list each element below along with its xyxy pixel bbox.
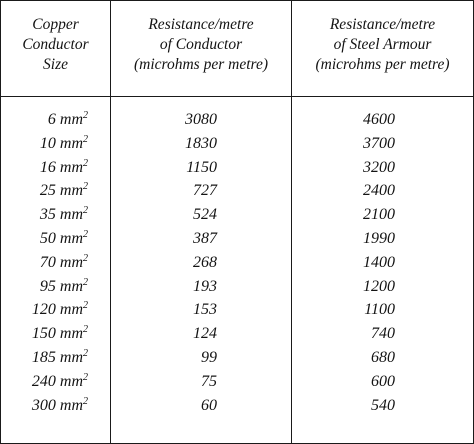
table-row (1, 157, 473, 181)
cell-conductor-resistance: 524 (193, 206, 217, 224)
size-value: 185 (31, 348, 56, 366)
cell-armour-resistance: 540 (371, 396, 395, 414)
unit-superscript: 2 (83, 110, 88, 121)
unit-superscript: 2 (83, 347, 88, 359)
header-armour-resistance (292, 15, 473, 75)
unit-superscript: 2 (83, 300, 88, 312)
cell-conductor-resistance: 99 (201, 348, 217, 366)
cell-conductor-resistance: 60 (201, 396, 217, 414)
cell-conductor-size (40, 252, 88, 274)
size-value: 300 (31, 396, 56, 414)
size-unit: mm (59, 206, 83, 224)
table-row (1, 299, 473, 323)
header-line: Resistance/metre (148, 16, 254, 33)
size-unit: mm (59, 182, 83, 200)
cell-armour-resistance: 1100 (364, 301, 395, 319)
cell-conductor-size (32, 371, 88, 393)
cell-armour-resistance: 1200 (363, 277, 395, 295)
unit-superscript: 2 (83, 395, 88, 407)
table-row (1, 228, 473, 252)
cell-conductor-size (32, 395, 88, 417)
size-value: 6 (47, 111, 56, 128)
header-line: of Conductor (159, 36, 243, 53)
header-line: (microhms per metre) (315, 56, 450, 73)
cell-conductor-resistance: 727 (193, 182, 217, 200)
size-value: 10 (39, 134, 56, 152)
size-value: 150 (31, 325, 56, 343)
table-row (1, 204, 473, 228)
unit-superscript: 2 (83, 133, 88, 145)
table-body (1, 109, 473, 418)
size-value: 120 (31, 301, 56, 319)
cell-armour-resistance: 600 (371, 372, 395, 390)
unit-superscript: 2 (83, 276, 88, 288)
cell-armour-resistance: 1400 (363, 253, 395, 271)
size-unit: mm (59, 396, 83, 414)
unit-superscript: 2 (83, 228, 88, 240)
cell-conductor-resistance: 193 (193, 277, 217, 295)
cell-conductor-resistance: 1150 (186, 158, 217, 176)
cell-conductor-size (40, 180, 88, 202)
unit-superscript: 2 (83, 205, 88, 217)
cell-conductor-resistance: 1830 (185, 134, 217, 152)
unit-superscript: 2 (83, 324, 88, 336)
size-unit: mm (59, 325, 83, 343)
cell-conductor-size (40, 228, 88, 250)
unit-superscript: 2 (83, 157, 88, 169)
cell-conductor-resistance: 75 (201, 372, 217, 390)
cell-armour-resistance: 4600 (363, 111, 395, 128)
cell-conductor-resistance: 124 (193, 325, 217, 343)
header-line: Copper (32, 16, 79, 33)
table-row (1, 252, 473, 276)
header-line: of Steel Armour (333, 36, 432, 53)
cell-conductor-resistance: 387 (193, 229, 217, 247)
header-conductor-size (1, 15, 110, 75)
table-row (1, 347, 473, 371)
table-row (1, 371, 473, 395)
size-unit: mm (59, 111, 83, 128)
table-row (1, 395, 473, 419)
unit-superscript: 2 (83, 371, 88, 383)
cell-conductor-resistance: 268 (193, 253, 217, 271)
table-row (1, 323, 473, 347)
cell-armour-resistance: 3200 (363, 158, 395, 176)
size-unit: mm (59, 277, 83, 295)
size-value: 16 (39, 158, 56, 176)
size-value: 95 (39, 277, 56, 295)
table-row (1, 133, 473, 157)
size-value: 35 (39, 206, 56, 224)
size-unit: mm (59, 134, 83, 152)
cell-conductor-size (32, 299, 88, 321)
cell-armour-resistance: 3700 (363, 134, 395, 152)
table-row (1, 180, 473, 204)
size-value: 70 (39, 253, 56, 271)
cell-armour-resistance: 680 (371, 348, 395, 366)
cell-conductor-size (32, 347, 88, 369)
size-value: 240 (31, 372, 56, 390)
size-unit: mm (59, 253, 83, 271)
cell-conductor-size (32, 323, 88, 345)
header-divider (1, 96, 473, 97)
size-unit: mm (59, 158, 83, 176)
cell-armour-resistance: 2400 (363, 182, 395, 200)
size-unit: mm (59, 301, 83, 319)
table-row (1, 109, 473, 133)
cell-armour-resistance: 1990 (363, 229, 395, 247)
size-unit: mm (59, 229, 83, 247)
cell-conductor-size (40, 276, 88, 298)
size-value: 50 (39, 229, 56, 247)
size-unit: mm (59, 372, 83, 390)
size-unit: mm (59, 348, 83, 366)
header-line: Size (43, 56, 68, 73)
cell-conductor-size (40, 204, 88, 226)
header-conductor-resistance (111, 15, 291, 75)
header-line: Conductor (22, 36, 89, 53)
header-line: Resistance/metre (329, 16, 436, 33)
unit-superscript: 2 (83, 252, 88, 264)
table-row (1, 276, 473, 300)
cell-conductor-resistance: 3080 (185, 111, 217, 128)
cell-armour-resistance: 2100 (363, 206, 395, 224)
cell-conductor-size (40, 157, 88, 179)
header-line: (microhms per metre) (133, 56, 268, 73)
cell-conductor-size (40, 133, 88, 155)
cell-conductor-size (48, 109, 88, 131)
cell-conductor-resistance: 153 (193, 301, 217, 319)
size-value: 25 (39, 182, 56, 200)
cell-armour-resistance: 740 (371, 325, 395, 343)
unit-superscript: 2 (83, 181, 88, 193)
